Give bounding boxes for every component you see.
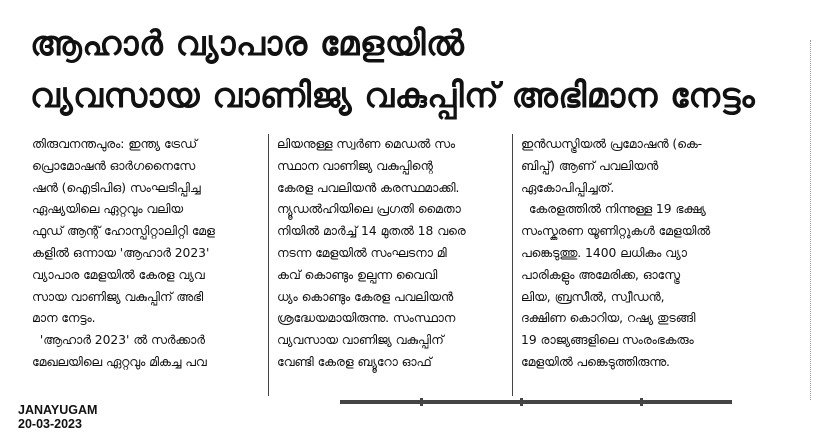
column-line: ലിയ, ബ്രസീൽ, സ്വീഡൻ, [521,289,665,304]
column-line: ശ്രദ്ധേയമായിരുന്നു. സംസ്ഥാന [277,311,456,326]
article-body [24,134,732,396]
column-line: ദക്ഷിണ കൊറിയ, റഷ്യ തുടങ്ങി [521,311,696,326]
column-line: പാരികളും അമേരിക്ക, ഓസ്ട്രേ [521,267,680,282]
column-line: ധ്യം കൊണ്ടും കേരള പവലിയൻ [277,289,454,304]
column-line: കവ് കൊണ്ടും ഉല്പന്ന വൈവി [277,267,438,282]
column-line: ഇൻഡസ്ട്രിയൽ പ്രമോഷൻ (കെ- [521,137,703,151]
column-line: നടന്ന മേളയിൽ സംഘടനാ മി [277,245,447,260]
column-line: മാന നേട്ടം. [32,311,96,326]
article-column-3 [512,134,732,396]
column-line: 'ആഹാർ 2023' ൽ സർക്കാർ [32,333,205,348]
column-line: 19 രാജ്യങ്ങളിലെ സംരംഭകരും [521,333,694,348]
article-headline [30,18,810,122]
column-line: ഫുഡ് ആന്റ് ഹോസ്പിറ്റാലിറ്റി മേള [32,224,215,239]
column-line: മേളയിൽ പങ്കെടുത്തിരുന്നു. [521,354,670,369]
headline-line-2: വ്യവസായ വാണിജ്യ വകുപ്പിന് അഭിമാന നേട്ടം [30,76,756,116]
column-line: മേഖലയിലെ ഏറ്റവും മികച്ച പവ [32,354,207,369]
headline-line-1: ആഹാർ വ്യാപാര മേളയിൽ [30,24,465,64]
column-line: പങ്കെടുത്തു. 1400 ലധികം വ്യാ [521,245,687,260]
rule-tick [640,398,643,406]
column-line: കളിൽ ഒന്നായ 'ആഹാർ 2023' [32,245,210,260]
column-line: കേരള പവലിയൻ കരസ്ഥമാക്കി. [277,180,460,195]
column-line: ബിപ്പ്) ആണ് പവലിയൻ [521,158,659,173]
column-line: സംസ്കരണ യൂണിറ്റുകൾ മേളയിൽ [521,224,711,239]
column-line: വ്യാപാര മേളയിൽ കേരള വ്യവ [32,267,205,282]
column-line: ലിയനുള്ള സ്വർണ മെഡൽ സം [277,137,456,151]
column-line: ന്യൂഡൽഹിയിലെ പ്രഗതി മൈതാ [277,202,461,217]
column-line: തിരുവനന്തപുരം: ഇന്ത്യ ട്രേഡ് [32,137,198,151]
column-line: വ്യവസായ വാണിജ്യ വകുപ്പിന് [277,333,444,348]
source-credit [18,403,97,431]
page-edge-divider [810,40,814,400]
bottom-rule [340,400,732,404]
publication-date: 20-03-2023 [18,417,82,431]
column-line: സായ വാണിജ്യ വകുപ്പിന് അഭി [32,289,204,304]
column-line: പ്രൊമോഷൻ ഓർഗനൈസേ [32,158,196,173]
article-column-1 [24,134,268,396]
article-column-2 [268,134,512,396]
column-line: ഏഷ്യയിലെ ഏറ്റവും വലിയ [32,202,183,217]
rule-tick [420,398,423,406]
column-line: ഏകോപിപ്പിച്ചത്. [521,180,615,195]
column-line: വേണ്ടി കേരള ബ്യൂറോ ഓഫ് [277,354,432,369]
publication-name: JANAYUGAM [18,403,98,417]
column-line: ഷൻ (ഐടിപിഒ) സംഘടിപ്പിച്ച [32,180,201,195]
column-line: നിയിൽ മാർച്ച് 14 മുതൽ 18 വരെ [277,224,466,239]
column-line: സ്ഥാന വാണിജ്യ വകുപ്പിന്റെ [277,158,433,173]
column-line: കേരളത്തിൽ നിന്നുള്ള 19 ഭക്ഷ്യ [521,202,706,217]
rule-tick [520,398,523,406]
